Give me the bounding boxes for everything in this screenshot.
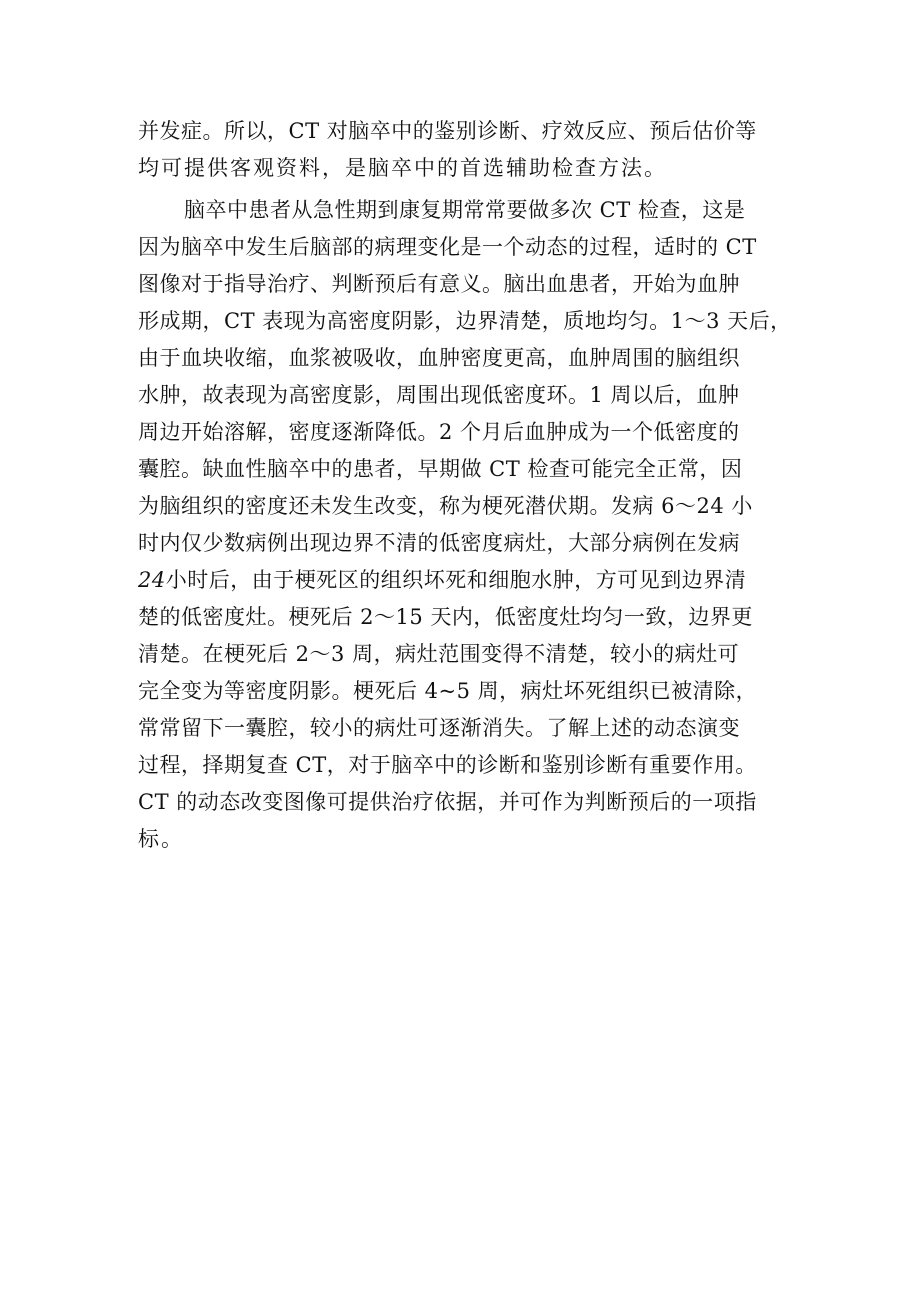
- text-line: [138, 784, 798, 821]
- line-text: 清楚。在梗死后 2～3 周，病灶范围变得不清楚，较小的病灶可: [138, 642, 740, 666]
- text-line: [138, 821, 798, 858]
- line-text: 囊腔。缺血性脑卒中的患者，早期做 CT 检查可能完全正常，因: [138, 457, 743, 481]
- line-text: 形成期，CT 表现为高密度阴影，边界清楚，质地均匀。1～3 天后，: [138, 309, 792, 333]
- line-text: 并发症。所以，CT 对脑卒中的鉴别诊断、疗效反应、预后估价等: [138, 119, 757, 143]
- line-text: 为脑组织的密度还未发生改变，称为梗死潜伏期。发病 6～24 小: [138, 494, 753, 518]
- line-text: [138, 562, 746, 599]
- text-line: [138, 414, 798, 451]
- text-line: [138, 636, 798, 673]
- text-line: [138, 192, 798, 229]
- line-text: 过程，择期复查 CT，对于脑卒中的诊断和鉴别诊断有重要作用。: [138, 753, 757, 777]
- line-text: 常常留下一囊腔，较小的病灶可逐渐消失。了解上述的动态演变: [138, 716, 740, 740]
- text-line: [138, 562, 798, 599]
- text-line: [138, 377, 798, 414]
- line-text: 时内仅少数病例出现边界不清的低密度病灶，大部分病例在发病: [138, 531, 740, 555]
- line-text: CT 的动态改变图像可提供治疗依据，并可作为判断预后的一项指: [138, 790, 757, 814]
- line-text: 楚的低密度灶。梗死后 2～15 天内，低密度灶均匀一致，边界更: [138, 605, 753, 629]
- line-text: 因为脑卒中发生后脑部的病理变化是一个动态的过程，适时的 CT: [138, 235, 757, 259]
- line-text: 完全变为等密度阴影。梗死后 4~5 周，病灶坏死组织已被清除，: [138, 679, 758, 703]
- text-line: [138, 747, 798, 784]
- text-line: [138, 150, 798, 187]
- text-line: [138, 229, 798, 266]
- line-text-rest: 小时后，由于梗死区的组织坏死和细胞水肿，方可见到边界清: [165, 568, 747, 592]
- text-line: [138, 710, 798, 747]
- line-text: 图像对于指导治疗、判断预后有意义。脑出血患者，开始为血肿: [138, 272, 740, 296]
- line-text: 由于血块收缩，血浆被吸收，血肿密度更高，血肿周围的脑组织: [138, 346, 740, 370]
- text-line: [138, 673, 798, 710]
- text-line: [138, 525, 798, 562]
- text-line: [138, 488, 798, 525]
- text-line: [138, 266, 798, 303]
- text-line: [138, 340, 798, 377]
- text-line: [138, 451, 798, 488]
- text-line: [138, 303, 798, 340]
- line-text: 脑卒中患者从急性期到康复期常常要做多次 CT 检查，这是: [184, 198, 746, 222]
- text-line: [138, 599, 798, 636]
- line-text: 水肿，故表现为高密度影，周围出现低密度环。1 周以后，血肿: [138, 383, 740, 407]
- document-page: [138, 113, 798, 858]
- line-text: 均可提供客观资料，是脑卒中的首选辅助检查方法。: [138, 156, 667, 180]
- line-text: 标。: [138, 827, 184, 851]
- line-text: 周边开始溶解，密度逐渐降低。2 个月后血肿成为一个低密度的: [138, 420, 740, 444]
- text-line: [138, 113, 798, 150]
- italic-number: 24: [138, 568, 166, 592]
